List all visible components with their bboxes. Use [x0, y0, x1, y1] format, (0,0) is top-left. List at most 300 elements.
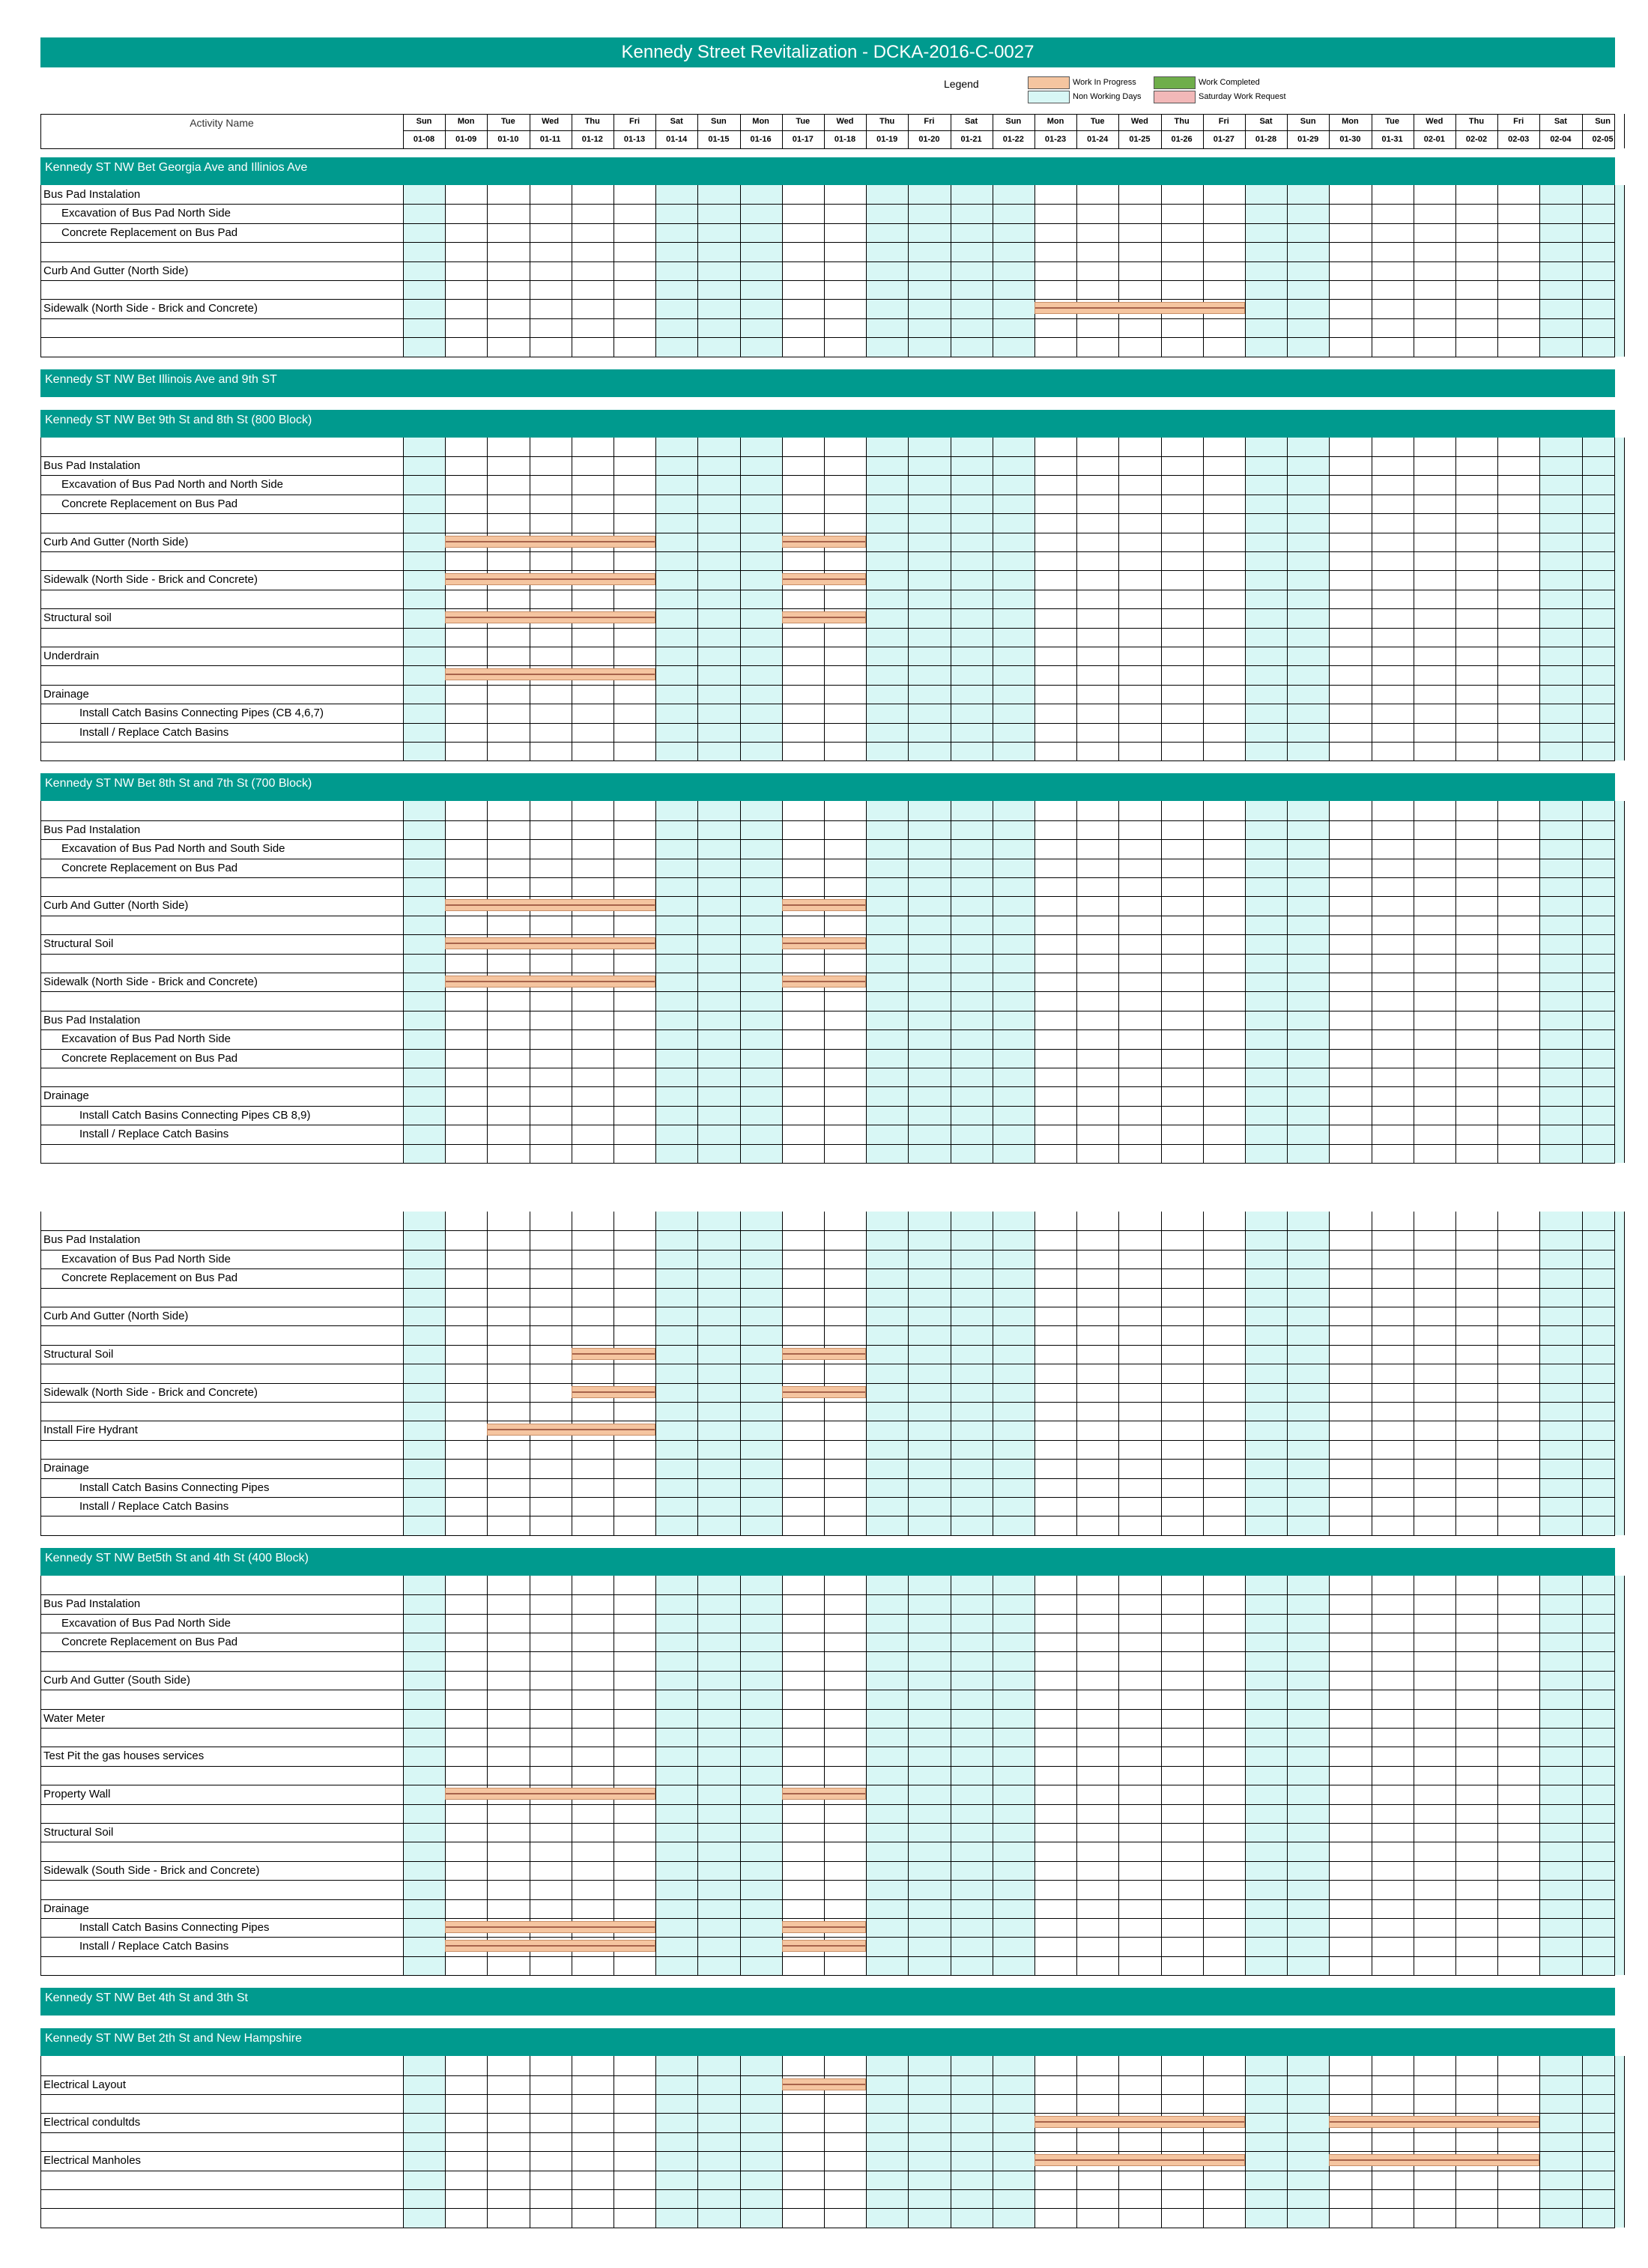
day-column-line [403, 185, 404, 357]
day-name-header: Mon [1342, 117, 1359, 126]
non-working-day-column [1582, 801, 1624, 1163]
row-line [40, 551, 1615, 552]
day-column-line [1582, 801, 1583, 1163]
day-column-line [824, 438, 825, 761]
row-line [40, 1230, 1615, 1231]
row-line [40, 1728, 1615, 1729]
row-line [40, 1325, 1615, 1326]
activity-name: Underdrain [43, 650, 100, 662]
activity-name: Structural Soil [43, 1347, 114, 1361]
day-name-header: Sat [1554, 117, 1567, 126]
row-line [40, 1086, 1615, 1087]
day-column-line [782, 1576, 783, 1975]
row-line [40, 1163, 1615, 1164]
day-column-line [1287, 1576, 1288, 1975]
work-in-progress-bar [782, 1788, 866, 1800]
non-working-day-column [697, 801, 739, 1163]
row-line [40, 2113, 1615, 2114]
day-column-line [1034, 1576, 1035, 1975]
day-column-line [782, 185, 783, 357]
day-column-line [1118, 1212, 1119, 1535]
non-working-day-column [740, 801, 782, 1163]
day-column-line [740, 185, 741, 357]
activity-name: Sidewalk (North Side - Brick and Concrete) [43, 1385, 258, 1399]
activity-name: Curb And Gutter (North Side) [43, 264, 189, 277]
day-column-line [487, 1576, 488, 1975]
non-working-day-column [866, 1576, 908, 1975]
activity-name: Concrete Replacement on Bus Pad [61, 497, 238, 510]
day-column-line [1539, 2056, 1540, 2228]
day-name-header: Mon [457, 117, 475, 126]
activity-name: Concrete Replacement on Bus Pad [61, 226, 238, 239]
day-column-line [908, 185, 909, 357]
day-name-header: Sun [1595, 117, 1611, 126]
non-working-day-column [1582, 185, 1624, 357]
work-in-progress-bar [445, 937, 655, 949]
day-column-line [1329, 438, 1330, 761]
day-column-line [445, 114, 446, 148]
non-working-day-column [1539, 1576, 1581, 1975]
day-name-header: Sun [711, 117, 727, 126]
non-working-day-column [655, 2056, 697, 2228]
activity-name: Bus Pad Instalation [43, 188, 141, 201]
day-date-header: 01-09 [455, 135, 477, 144]
activity-name: Concrete Replacement on Bus Pad [61, 1271, 238, 1285]
row-line [40, 261, 1615, 262]
non-working-day-column [951, 438, 993, 761]
day-column-line [1076, 114, 1077, 148]
day-column-line [1161, 2056, 1162, 2228]
work-in-progress-bar [445, 536, 655, 548]
day-column-line [403, 1212, 404, 1535]
row-line [40, 1823, 1615, 1824]
day-name-header: Sat [670, 117, 683, 126]
day-column-line [1582, 1576, 1583, 1975]
work-in-progress-bar [445, 976, 655, 988]
day-column-line [1329, 114, 1330, 148]
activity-name: Install Catch Basins Connecting Pipes (CB 4,6,7) [79, 707, 324, 720]
legend-label-saturday: Saturday Work Request [1199, 92, 1286, 101]
grid-left-border [40, 438, 41, 761]
day-column-line [908, 2056, 909, 2228]
day-column-line [697, 185, 698, 357]
day-column-line [1455, 438, 1456, 761]
activity-name: Bus Pad Instalation [43, 1233, 141, 1247]
activity-name: Install Catch Basins Connecting Pipes [79, 1921, 270, 1934]
non-working-day-column [993, 1576, 1034, 1975]
day-column-line [824, 114, 825, 148]
activity-name: Sidewalk (North Side - Brick and Concrete) [43, 573, 258, 587]
non-working-day-column [697, 1576, 739, 1975]
section-header: Kennedy ST NW Bet Illinois Ave and 9th ST [40, 369, 1615, 397]
day-name-header: Wed [836, 117, 854, 126]
work-in-progress-bar [445, 1921, 655, 1933]
day-column-line [740, 114, 741, 148]
row-line [40, 2132, 1615, 2133]
day-date-header: 01-23 [1044, 135, 1067, 144]
row-line [40, 570, 1615, 571]
row-line [40, 513, 1615, 514]
row-line [40, 896, 1615, 897]
day-column-line [1034, 801, 1035, 1163]
day-column-line [824, 1576, 825, 1975]
activity-name: Structural soil [43, 611, 112, 625]
day-column-line [1034, 185, 1035, 357]
day-column-line [1245, 185, 1246, 357]
section-header: Kennedy ST NW Bet 9th St and 8th St (800 Block) [40, 410, 1615, 438]
activity-name: Test Pit the gas houses services [43, 1750, 205, 1763]
activity-name: Electrical condultds [43, 2116, 141, 2129]
day-column-line [1076, 1576, 1077, 1975]
day-column-line [1539, 114, 1540, 148]
non-working-day-column [1287, 438, 1329, 761]
row-line [40, 1402, 1615, 1403]
day-name-header: Wed [1426, 117, 1443, 126]
day-column-line [487, 185, 488, 357]
grid-right-border [1614, 801, 1615, 1163]
row-line [40, 1899, 1615, 1900]
day-column-line [1624, 1576, 1625, 1975]
day-date-header: 01-14 [666, 135, 688, 144]
day-column-line [1034, 114, 1035, 148]
day-column-line [1497, 1212, 1498, 1535]
activity-name: Curb And Gutter (North Side) [43, 1310, 189, 1322]
non-working-day-column [1245, 438, 1287, 761]
section-header: Kennedy ST NW Bet 4th St and 3th St [40, 1988, 1615, 2016]
day-column-line [1455, 801, 1456, 1163]
activity-name: Excavation of Bus Pad North Side [61, 207, 231, 220]
activity-name: Curb And Gutter (North Side) [43, 535, 189, 548]
day-column-line [1624, 438, 1625, 761]
row-line [40, 2075, 1615, 2076]
activity-name: Sidewalk (South Side - Brick and Concrete) [43, 1863, 260, 1877]
grid-left-border [40, 801, 41, 1163]
non-working-day-column [697, 438, 739, 761]
day-column-line [866, 2056, 867, 2228]
day-date-header: 01-17 [792, 135, 814, 144]
day-name-header: Fri [924, 117, 935, 126]
non-working-day-column [951, 1576, 993, 1975]
day-column-line [824, 185, 825, 357]
activity-name: Install Catch Basins Connecting Pipes CB 8,9) [79, 1108, 311, 1122]
grid-left-border [40, 2056, 41, 2228]
header-top-border [40, 114, 1615, 115]
non-working-day-column [697, 1212, 739, 1535]
activity-name-header: Activity Name [190, 117, 254, 129]
legend-swatch-non-working [1028, 91, 1070, 103]
non-working-day-column [1245, 801, 1287, 1163]
activity-name: Concrete Replacement on Bus Pad [61, 1051, 238, 1065]
non-working-day-column [655, 1212, 697, 1535]
day-column-line [908, 438, 909, 761]
day-column-line [1245, 1576, 1246, 1975]
day-column-line [866, 114, 867, 148]
day-column-line [1497, 2056, 1498, 2228]
non-working-day-column [993, 438, 1034, 761]
row-line [40, 1288, 1615, 1289]
activity-name: Concrete Replacement on Bus Pad [61, 1636, 238, 1648]
day-column-line [1582, 438, 1583, 761]
grid-right-border [1614, 185, 1615, 357]
activity-name: Curb And Gutter (South Side) [43, 1673, 190, 1687]
non-working-day-column [1245, 1576, 1287, 1975]
non-working-day-column [866, 801, 908, 1163]
day-column-line [403, 2056, 404, 2228]
activity-name: Install / Replace Catch Basins [79, 1940, 229, 1953]
activity-name: Drainage [43, 1462, 89, 1475]
non-working-day-column [403, 185, 445, 357]
non-working-day-column [993, 185, 1034, 357]
day-column-line [1245, 438, 1246, 761]
day-date-header: 01-29 [1297, 135, 1319, 144]
non-working-day-column [403, 2056, 445, 2228]
work-in-progress-bar [445, 668, 655, 680]
day-date-header: 01-18 [834, 135, 856, 144]
day-column-line [782, 114, 783, 148]
row-line [40, 204, 1615, 205]
day-column-line [1034, 2056, 1035, 2228]
non-working-day-column [908, 185, 950, 357]
day-column-line [1497, 185, 1498, 357]
day-column-line [403, 438, 404, 761]
non-working-day-column [1582, 1576, 1624, 1975]
day-column-line [782, 1212, 783, 1535]
row-line [40, 608, 1615, 609]
activity-name: Structural Soil [43, 1826, 114, 1839]
day-column-line [1203, 185, 1204, 357]
day-column-line [1161, 114, 1162, 148]
day-column-line [445, 185, 446, 357]
activity-name: Drainage [43, 687, 89, 701]
day-column-line [1582, 185, 1583, 357]
day-column-line [866, 1212, 867, 1535]
day-column-line [1582, 2056, 1583, 2228]
activity-name: Install / Replace Catch Basins [79, 1128, 229, 1141]
day-column-line [445, 1576, 446, 1975]
day-date-header: 01-24 [1087, 135, 1109, 144]
row-line [40, 2208, 1615, 2209]
row-line [40, 934, 1615, 935]
day-date-header: 01-13 [623, 135, 646, 144]
grid-right-border [1614, 1212, 1615, 1535]
work-in-progress-bar [1034, 2116, 1245, 2128]
activity-name: Water Meter [43, 1711, 105, 1725]
row-line [40, 1029, 1615, 1030]
non-working-day-column [993, 801, 1034, 1163]
non-working-day-column [866, 438, 908, 761]
day-name-header: Sun [416, 117, 432, 126]
legend-label-in-progress: Work In Progress [1073, 78, 1136, 87]
day-column-line [740, 1212, 741, 1535]
non-working-day-column [1582, 2056, 1624, 2228]
activity-name: Concrete Replacement on Bus Pad [61, 861, 238, 874]
non-working-day-column [1245, 2056, 1287, 2228]
work-in-progress-bar [782, 1386, 866, 1398]
row-line [40, 760, 1615, 761]
activity-name: Install / Replace Catch Basins [79, 1500, 229, 1513]
non-working-day-column [993, 1212, 1034, 1535]
row-line [40, 1345, 1615, 1346]
activity-name: Bus Pad Instalation [43, 823, 141, 836]
row-line [40, 1671, 1615, 1672]
non-working-day-column [740, 1576, 782, 1975]
day-column-line [487, 2056, 488, 2228]
day-column-line [697, 438, 698, 761]
non-working-day-column [1539, 801, 1581, 1163]
day-column-line [1287, 185, 1288, 357]
work-in-progress-bar [572, 1386, 655, 1398]
non-working-day-column [908, 438, 950, 761]
activity-name: Drainage [43, 1902, 89, 1915]
day-name-header: Tue [1385, 117, 1399, 126]
day-date-header: 01-26 [1171, 135, 1193, 144]
day-name-header: Mon [752, 117, 769, 126]
non-working-day-column [740, 438, 782, 761]
non-working-day-column [1287, 1212, 1329, 1535]
day-column-line [1161, 438, 1162, 761]
day-column-line [1118, 114, 1119, 148]
day-column-line [1582, 114, 1583, 148]
row-line [40, 1049, 1615, 1050]
activity-name: Drainage [43, 1089, 89, 1103]
row-line [40, 877, 1615, 878]
day-column-line [1624, 185, 1625, 357]
day-column-line [1287, 801, 1288, 1163]
non-working-day-column [697, 185, 739, 357]
day-date-header: 02-04 [1550, 135, 1572, 144]
row-line [40, 299, 1615, 300]
header-mid-border [403, 130, 1615, 131]
day-column-line [866, 1576, 867, 1975]
work-in-progress-bar [572, 1348, 655, 1360]
activity-name: Sidewalk (North Side - Brick and Concrete) [43, 976, 258, 988]
work-in-progress-bar [1034, 302, 1245, 314]
day-column-line [1582, 1212, 1583, 1535]
row-line [40, 1880, 1615, 1881]
non-working-day-column [403, 801, 445, 1163]
activity-name: Structural Soil [43, 937, 114, 951]
non-working-day-column [866, 185, 908, 357]
day-name-header: Fri [628, 117, 640, 126]
row-line [40, 1956, 1615, 1957]
row-line [40, 839, 1615, 840]
row-line [40, 1144, 1615, 1145]
day-column-line [1539, 438, 1540, 761]
non-working-day-column [908, 1212, 950, 1535]
non-working-day-column [951, 801, 993, 1163]
non-working-day-column [655, 801, 697, 1163]
day-column-line [655, 801, 656, 1163]
row-line [40, 665, 1615, 666]
day-column-line [1624, 801, 1625, 1163]
non-working-day-column [697, 2056, 739, 2228]
day-column-line [866, 801, 867, 1163]
day-column-line [1034, 1212, 1035, 1535]
non-working-day-column [1539, 438, 1581, 761]
day-name-header: Fri [1513, 117, 1524, 126]
day-column-line [1034, 438, 1035, 761]
day-column-line [1497, 438, 1498, 761]
work-in-progress-bar [782, 573, 866, 585]
row-line [40, 1937, 1615, 1938]
work-in-progress-bar [445, 1940, 655, 1952]
non-working-day-column [908, 2056, 950, 2228]
activity-name: Excavation of Bus Pad North Side [61, 1252, 231, 1265]
legend-swatch-in-progress [1028, 76, 1070, 89]
day-column-line [1161, 1576, 1162, 1975]
day-column-line [697, 1212, 698, 1535]
row-line [40, 1535, 1615, 1536]
day-column-line [782, 438, 783, 761]
non-working-day-column [951, 1212, 993, 1535]
section-header: Kennedy ST NW Bet 8th St and 7th St (700 Block) [40, 773, 1615, 801]
day-column-line [1245, 114, 1246, 148]
day-name-header: Wed [542, 117, 560, 126]
row-line [40, 456, 1615, 457]
day-column-line [1245, 801, 1246, 1163]
day-column-line [1118, 2056, 1119, 2228]
day-column-line [1539, 801, 1540, 1163]
row-line [40, 242, 1615, 243]
grid-left-border [40, 114, 41, 148]
work-in-progress-bar [782, 976, 866, 988]
day-name-header: Tue [796, 117, 811, 126]
day-column-line [697, 2056, 698, 2228]
day-date-header: 01-19 [876, 135, 898, 144]
grid-right-border [1614, 2056, 1615, 2228]
day-column-line [655, 2056, 656, 2228]
row-line [40, 318, 1615, 319]
non-working-day-column [1245, 1212, 1287, 1535]
day-date-header: 02-05 [1592, 135, 1614, 144]
non-working-day-column [1287, 185, 1329, 357]
day-column-line [1203, 1212, 1204, 1535]
day-column-line [445, 438, 446, 761]
work-in-progress-bar [445, 573, 655, 585]
day-column-line [1118, 801, 1119, 1163]
day-column-line [740, 438, 741, 761]
work-in-progress-bar [445, 1788, 655, 1800]
non-working-day-column [1582, 1212, 1624, 1535]
activity-name: Curb And Gutter (North Side) [43, 899, 189, 913]
day-column-line [1329, 1576, 1330, 1975]
day-column-line [908, 801, 909, 1163]
day-column-line [403, 1576, 404, 1975]
day-column-line [1497, 114, 1498, 148]
day-column-line [655, 114, 656, 148]
row-line [40, 1975, 1615, 1976]
grid-left-border [40, 185, 41, 357]
activity-name: Excavation of Bus Pad North and South Side [61, 842, 285, 856]
day-column-line [1455, 185, 1456, 357]
day-column-line [1329, 2056, 1330, 2228]
day-column-line [655, 185, 656, 357]
section-header: Kennedy ST NW Bet Georgia Ave and Illinios Ave [40, 157, 1615, 185]
day-column-line [1161, 801, 1162, 1163]
day-column-line [1287, 114, 1288, 148]
row-line [40, 991, 1615, 992]
row-line [40, 2094, 1615, 2095]
day-column-line [1245, 2056, 1246, 2228]
day-column-line [697, 114, 698, 148]
work-in-progress-bar [782, 1940, 866, 1952]
row-line [40, 280, 1615, 281]
day-column-line [1161, 1212, 1162, 1535]
day-date-header: 01-27 [1213, 135, 1235, 144]
day-date-header: 02-01 [1423, 135, 1445, 144]
legend [944, 75, 1318, 105]
row-line [40, 2189, 1615, 2190]
